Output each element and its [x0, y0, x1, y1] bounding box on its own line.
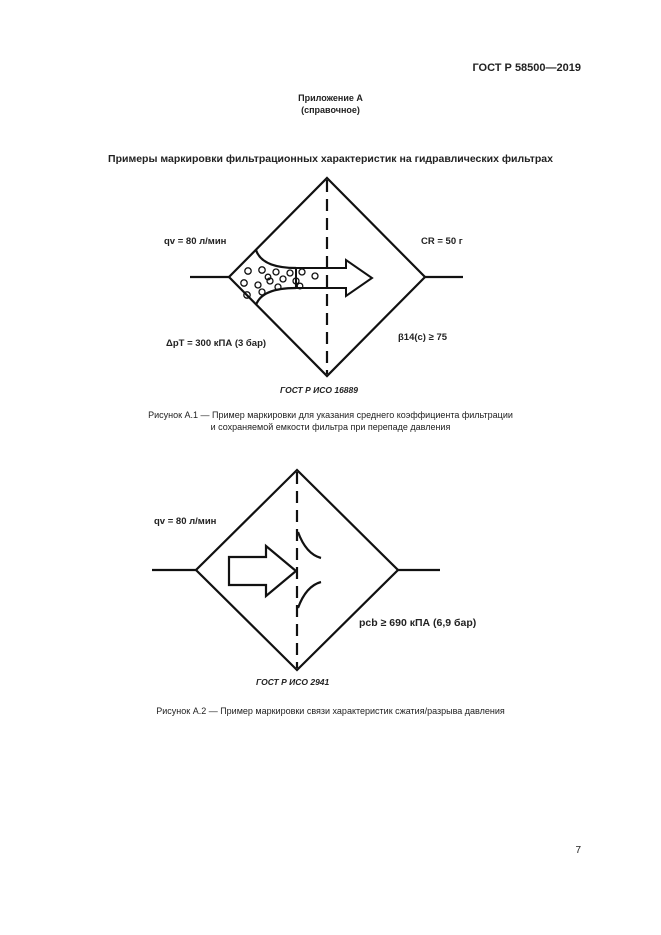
standard-number-header: ГОСТ Р 58500—2019	[472, 62, 581, 74]
figure1-funnel-bottom	[256, 288, 296, 305]
figure2-caption: Рисунок А.2 — Пример маркировки связи характеристик сжатия/разрыва давления	[156, 706, 505, 716]
figure2-curve-bottom	[298, 582, 321, 608]
figure1-arrow	[296, 260, 372, 296]
figure2-flow-label: qv = 80 л/мин	[154, 516, 217, 527]
figure1-caption-line2: и сохраняемой емкости фильтра при перепаде давления	[210, 422, 451, 432]
figure2-arrow	[229, 546, 296, 596]
figure2-pressure-label: pcb ≥ 690 кПА (6,9 бар)	[359, 617, 477, 629]
figure1-particles	[241, 267, 318, 298]
appendix-title: Приложение А	[298, 93, 363, 103]
figure1-pressure-label: ΔpT = 300 кПА (3 бар)	[166, 338, 267, 349]
figure1-capacity-label: CR = 50 г	[421, 236, 463, 247]
figure2-standard-label: ГОСТ Р ИСО 2941	[256, 677, 330, 687]
page-number: 7	[575, 845, 581, 856]
figure2-curve-top	[298, 532, 321, 558]
section-title: Примеры маркировки фильтрационных характеристик на гидравлических фильтрах	[108, 153, 553, 165]
figure1-caption	[0, 409, 661, 433]
figure1-funnel-top	[256, 250, 296, 268]
figure1-caption-line1: Рисунок А.1 — Пример маркировки для указания среднего коэффициента фильтрации	[148, 410, 513, 420]
figure2-diagram	[152, 470, 440, 670]
figure1-beta-label: β14(c) ≥ 75	[398, 332, 448, 343]
figure1-flow-label: qv = 80 л/мин	[164, 236, 227, 247]
figure1-standard-label: ГОСТ Р ИСО 16889	[280, 385, 358, 395]
appendix-subtitle: (справочное)	[301, 105, 360, 115]
